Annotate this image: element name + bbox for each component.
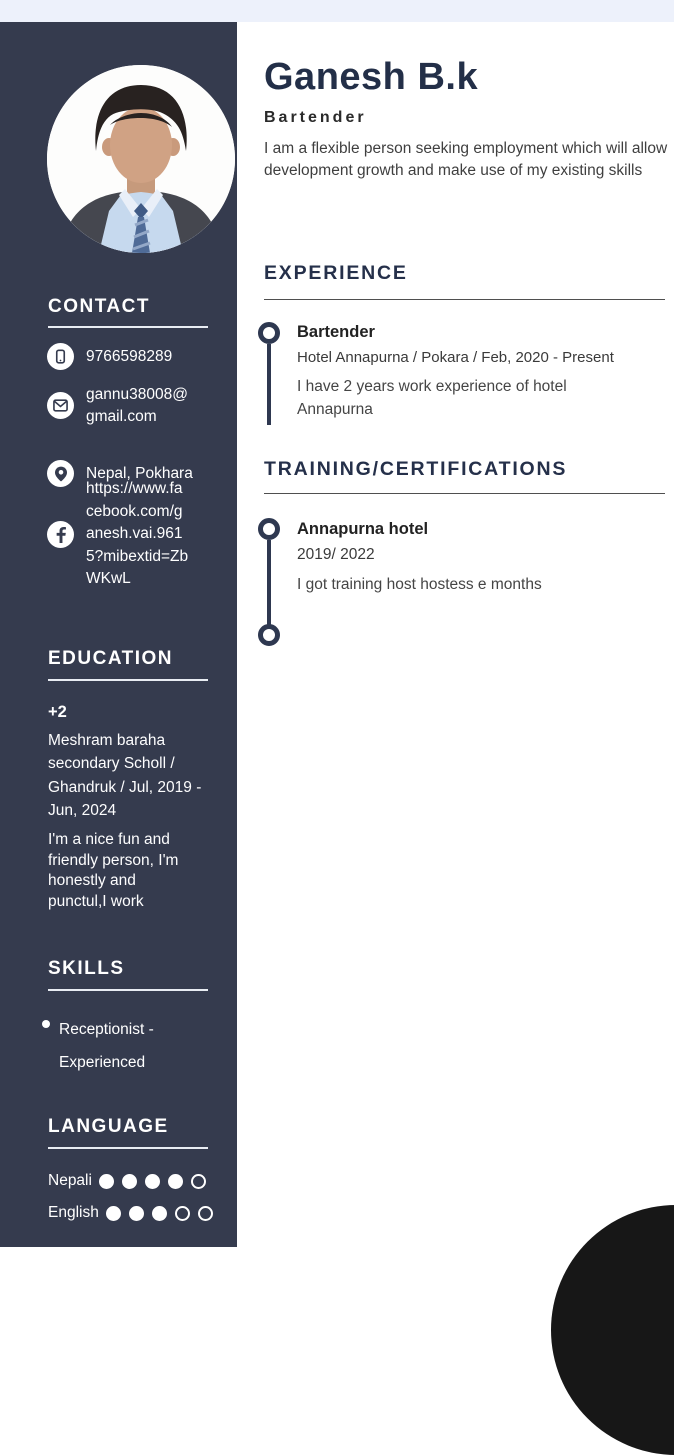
language-level-dot: [198, 1206, 213, 1221]
timeline-marker-icon: [258, 518, 280, 540]
facebook-url: https://www.facebook.com/ganesh.vai.9615?mibextid=ZbWKwL: [86, 480, 189, 587]
contact-row-phone: [47, 343, 172, 370]
timeline-marker-icon: [258, 624, 280, 646]
language-level-dot: [191, 1174, 206, 1189]
email-address: gannu38008@gmail.com: [86, 386, 188, 425]
experience-heading: EXPERIENCE: [264, 262, 408, 284]
page-top-strip: [0, 0, 674, 22]
profile-photo: [47, 65, 235, 253]
language-name: Nepali: [48, 1172, 92, 1189]
language-level-dot: [152, 1206, 167, 1221]
experience-role: Bartender: [297, 323, 375, 341]
contact-row-facebook: [47, 478, 190, 591]
timeline-marker-icon: [258, 322, 280, 344]
language-level-dot: [122, 1174, 137, 1189]
timeline-rail: [267, 344, 271, 425]
training-date: 2019/ 2022: [297, 546, 375, 563]
language-level-dot: [99, 1174, 114, 1189]
contact-heading: CONTACT: [48, 296, 150, 317]
language-row-nepali: [48, 1172, 206, 1190]
envelope-icon: [47, 392, 74, 419]
location-text: Nepal, Pokhara: [86, 465, 193, 482]
language-level-dots: [99, 1174, 206, 1189]
contact-row-email: [47, 384, 194, 428]
language-name: English: [48, 1204, 99, 1221]
education-heading: EDUCATION: [48, 648, 174, 669]
language-level-dot: [106, 1206, 121, 1221]
contact-divider: [48, 326, 208, 328]
timeline-rail: [267, 540, 271, 626]
experience-divider: [264, 299, 665, 300]
training-divider: [264, 493, 665, 494]
experience-description: I have 2 years work experience of hotel Annapurna: [297, 378, 567, 418]
person-name: Ganesh B.k: [264, 56, 479, 98]
training-name: Annapurna hotel: [297, 520, 429, 538]
skills-divider: [48, 989, 208, 991]
skills-heading: SKILLS: [48, 958, 125, 979]
phone-number: 9766598289: [86, 348, 173, 365]
skill-item: [42, 1013, 199, 1079]
language-level-dots: [106, 1206, 213, 1221]
language-level-dot: [168, 1174, 183, 1189]
training-description: I got training host hostess e months: [297, 576, 542, 593]
language-row-english: [48, 1204, 213, 1222]
skill-label: Receptionist - Experienced: [59, 1021, 154, 1071]
education-divider: [48, 679, 208, 681]
language-level-dot: [175, 1206, 190, 1221]
language-divider: [48, 1147, 208, 1149]
training-heading: TRAINING/CERTIFICATIONS: [264, 458, 568, 480]
portrait-illustration: [47, 65, 235, 253]
language-heading: LANGUAGE: [48, 1116, 169, 1137]
experience-meta: Hotel Annapurna / Pokara / Feb, 2020 - Present: [297, 349, 614, 366]
phone-icon: [47, 343, 74, 370]
profile-summary: I am a flexible person seeking employment which will allow development growth and make use of my existing skills: [264, 140, 668, 179]
language-level-dot: [129, 1206, 144, 1221]
bullet-icon: [42, 1020, 50, 1028]
main-column: [237, 22, 674, 1247]
education-degree: +2: [48, 703, 67, 721]
facebook-icon: [47, 521, 74, 548]
education-note: I'm a nice fun and friendly person, I'm honestly and punctul,I work: [48, 831, 179, 910]
sidebar: [0, 22, 237, 1247]
education-school: Meshram baraha secondary Scholl / Ghandruk / Jul, 2019 - Jun, 2024: [48, 732, 202, 819]
person-job-title: Bartender: [264, 109, 367, 126]
language-level-dot: [145, 1174, 160, 1189]
